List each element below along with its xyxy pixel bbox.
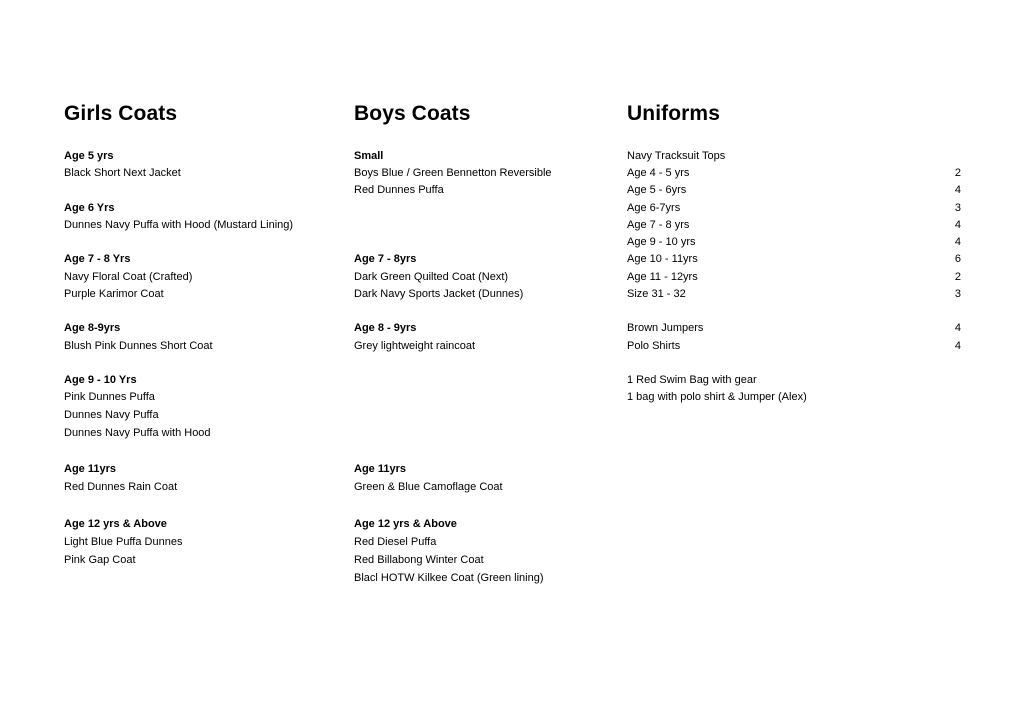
boys-coat-item: Green & Blue Camoflage Coat	[354, 481, 503, 493]
girls-age-9-10-heading: Age 9 - 10 Yrs	[64, 374, 137, 386]
uniform-size-item: Age 4 - 5 yrs	[627, 167, 690, 179]
boys-age-8-9-heading: Age 8 - 9yrs	[354, 322, 417, 334]
uniform-item: 1 bag with polo shirt & Jumper (Alex)	[627, 391, 807, 403]
uniform-item: Polo Shirts	[627, 340, 681, 352]
uniform-quantity: 4	[954, 340, 961, 352]
uniform-quantity: 4	[954, 322, 961, 334]
boys-coats-heading: Boys Coats	[354, 102, 471, 125]
uniform-size-item: Age 5 - 6yrs	[627, 184, 687, 196]
girls-age-6-heading: Age 6 Yrs	[64, 202, 115, 214]
girls-age-11-heading: Age 11yrs	[64, 463, 116, 475]
boys-coat-item: Red Billabong Winter Coat	[354, 554, 484, 566]
girls-coat-item: Light Blue Puffa Dunnes	[64, 536, 183, 548]
boys-coat-item: Red Dunnes Puffa	[354, 184, 444, 196]
uniform-item: Brown Jumpers	[627, 322, 704, 334]
uniform-quantity: 2	[954, 271, 961, 283]
boys-age-11-heading: Age 11yrs	[354, 463, 406, 475]
girls-coats-heading: Girls Coats	[64, 102, 178, 125]
girls-coat-item: Red Dunnes Rain Coat	[64, 481, 178, 493]
uniform-quantity: 3	[954, 202, 961, 214]
uniform-quantity: 4	[954, 236, 961, 248]
uniform-item: 1 Red Swim Bag with gear	[627, 374, 757, 386]
boys-age-7-8-heading: Age 7 - 8yrs	[354, 253, 417, 265]
girls-age-8-9-heading: Age 8-9yrs	[64, 322, 121, 334]
uniform-quantity: 3	[954, 288, 961, 300]
boys-coat-item: Dark Green Quilted Coat (Next)	[354, 271, 509, 283]
girls-age-12-heading: Age 12 yrs & Above	[64, 518, 167, 530]
girls-coat-item: Black Short Next Jacket	[64, 167, 181, 179]
boys-coat-item: Grey lightweight raincoat	[354, 340, 476, 352]
uniform-size-item: Age 7 - 8 yrs	[627, 219, 690, 231]
girls-coat-item: Dunnes Navy Puffa with Hood	[64, 427, 211, 439]
girls-coat-item: Navy Floral Coat (Crafted)	[64, 271, 193, 283]
uniform-quantity: 2	[954, 167, 961, 179]
girls-coat-item: Pink Gap Coat	[64, 554, 136, 566]
boys-coat-item: Blacl HOTW Kilkee Coat (Green lining)	[354, 572, 544, 584]
boys-coat-item: Red Diesel Puffa	[354, 536, 437, 548]
uniform-size-item: Age 11 - 12yrs	[627, 271, 698, 283]
girls-coat-item: Dunnes Navy Puffa	[64, 409, 159, 421]
uniform-quantity: 4	[954, 184, 961, 196]
boys-small-heading: Small	[354, 150, 384, 162]
uniform-size-item: Age 9 - 10 yrs	[627, 236, 696, 248]
girls-coat-item: Pink Dunnes Puffa	[64, 391, 155, 403]
boys-coat-item: Dark Navy Sports Jacket (Dunnes)	[354, 288, 524, 300]
uniform-size-item: Age 6-7yrs	[627, 202, 681, 214]
girls-coat-item: Purple Karimor Coat	[64, 288, 164, 300]
girls-age-5-heading: Age 5 yrs	[64, 150, 114, 162]
uniform-quantity: 4	[954, 219, 961, 231]
girls-coat-item: Blush Pink Dunnes Short Coat	[64, 340, 213, 352]
girls-coat-item: Dunnes Navy Puffa with Hood (Mustard Lining)	[64, 219, 294, 231]
uniform-quantity: 6	[954, 253, 961, 265]
boys-age-12-heading: Age 12 yrs & Above	[354, 518, 457, 530]
uniforms-heading: Uniforms	[627, 102, 720, 125]
uniform-size-item: Age 10 - 11yrs	[627, 253, 698, 265]
uniform-size-item: Size 31 - 32	[627, 288, 686, 300]
girls-age-7-8-heading: Age 7 - 8 Yrs	[64, 253, 131, 265]
boys-coat-item: Boys Blue / Green Bennetton Reversible	[354, 167, 552, 179]
uniform-section-label: Navy Tracksuit Tops	[627, 150, 726, 162]
